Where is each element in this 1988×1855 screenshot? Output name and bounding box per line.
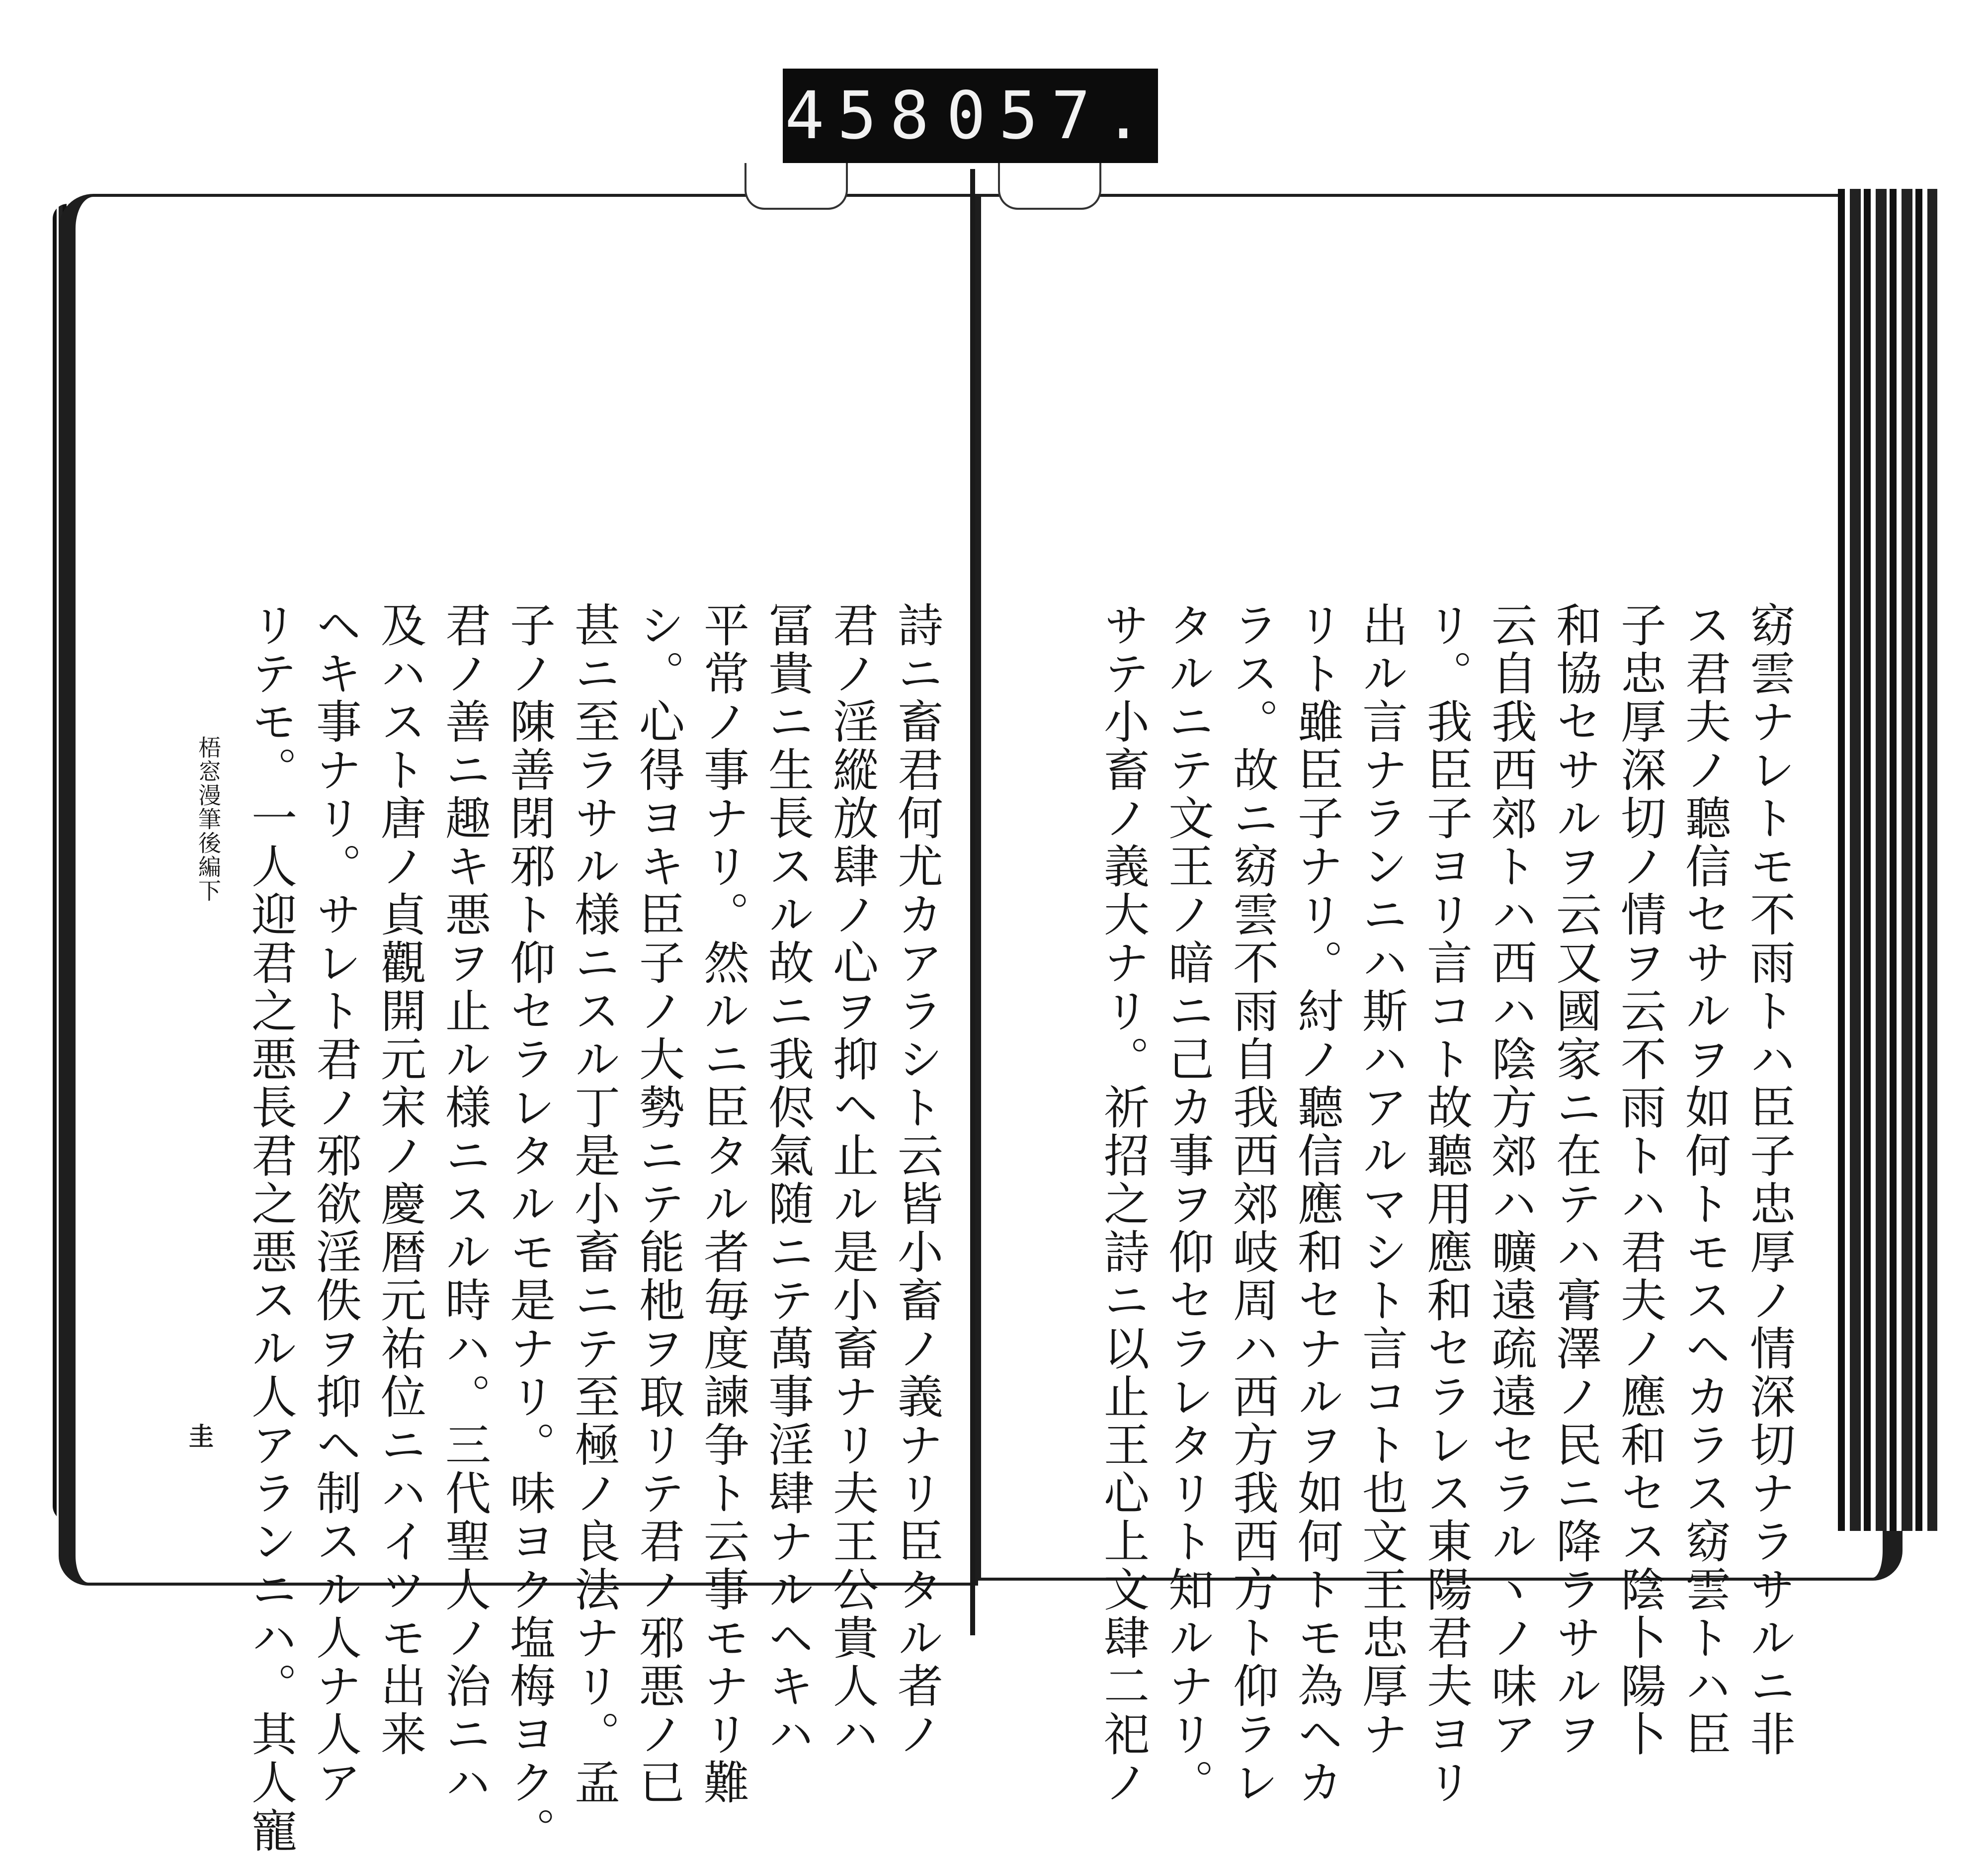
- left-page-column-5: シ。心得ヨキ臣子ノ大勢ニテ能杝ヲ取リテ君ノ邪悪ノ已: [632, 601, 685, 1807]
- open-book: [59, 174, 1942, 1855]
- right-page-column-6: リ。我臣子ヨリ言コト故聽用應和セラレス東陽君夫ヨリ: [1419, 601, 1473, 1807]
- reel-number: 458: [785, 78, 942, 154]
- right-page-column-7: 出ル言ナランニハ斯ハアルマシト言コト也文王忠厚ナ: [1355, 601, 1408, 1759]
- left-page-column-7: 子ノ陳善閉邪ト仰セラレタルモ是ナリ。味ヨク塩梅ヨク。: [502, 601, 556, 1855]
- left-page-column-8: 君ノ善ニ趣キ悪ヲ止ル様ニスル時ハ。三代聖人ノ治ニハ: [438, 601, 491, 1807]
- right-page-column-9: ラス。故ニ窈雲不雨自我西郊岐周ハ西方我西方ト仰ラレ: [1226, 601, 1279, 1807]
- right-page-column-5: 云自我西郊トハ西ハ陰方郊ハ曠遠疏遠セラルヽノ味ア: [1484, 601, 1537, 1759]
- running-title: 梧窓漫筆後編下: [195, 736, 222, 903]
- right-page-column-8: リト雖臣子ナリ。紂ノ聽信應和セナルヲ如何トモ為ヘカ: [1290, 601, 1343, 1807]
- left-page-column-9: 及ハスト唐ノ貞觀開元宋ノ慶暦元祐位ニハイツモ出来: [373, 601, 426, 1759]
- right-binding-tab: [998, 163, 1101, 210]
- left-page-column-11: リテモ。一人迎君之悪長君之悪スル人アランニハ。其人寵: [244, 601, 297, 1855]
- left-page-column-2: 君ノ淫縱放肆ノ心ヲ抑ヘ止ル是小畜ナリ夫王公貴人ハ: [826, 601, 879, 1759]
- right-page-column-10: タルニテ文王ノ暗ニ己カ事ヲ仰セラレタリト知ルナリ。: [1161, 601, 1214, 1807]
- right-page-column-1: 窈雲ナレトモ不雨トハ臣子忠厚ノ情深切ナラサルニ非: [1742, 601, 1796, 1759]
- left-page-column-3: 冨貴ニ生長スル故ニ我侭氣随ニテ萬事淫肆ナルヘキハ: [761, 601, 814, 1759]
- frame-number: 057.: [946, 78, 1156, 154]
- left-page-column-4: 平常ノ事ナリ。然ルニ臣タル者毎度諫争ト云事モナリ難: [696, 601, 749, 1807]
- folio-number: 圭: [189, 1422, 214, 1451]
- right-page-column-3: 子忠厚深切ノ情ヲ云不雨トハ君夫ノ應和セス陰卜陽卜: [1613, 601, 1666, 1759]
- right-page-edge: [1838, 189, 1937, 1531]
- left-binding-tab: [745, 163, 848, 210]
- reel-frame-label: [783, 69, 1158, 163]
- right-page-column-4: 和協セサルヲ云又國家ニ在テハ膏澤ノ民ニ降ラサルヲ: [1549, 601, 1602, 1759]
- book-spine: [970, 169, 975, 1635]
- right-page-column-2: ス君夫ノ聽信セサルヲ如何トモスヘカラス窈雲トハ臣: [1678, 601, 1731, 1759]
- left-page-column-10: ヘキ事ナリ。サレト君ノ邪欲淫佚ヲ抑ヘ制スル人ナ人ア: [309, 601, 362, 1807]
- left-page-column-1: 詩ニ畜君何尤カアラシト云皆小畜ノ義ナリ臣タル者ノ: [890, 601, 943, 1759]
- left-page-column-6: 甚ニ至ラサル様ニスル丁是小畜ニテ至極ノ良法ナリ。孟: [567, 601, 620, 1807]
- right-page-column-11: サテ小畜ノ義大ナリ。祈招之詩ニ以止王心上文肆二祀ノ: [1096, 601, 1150, 1807]
